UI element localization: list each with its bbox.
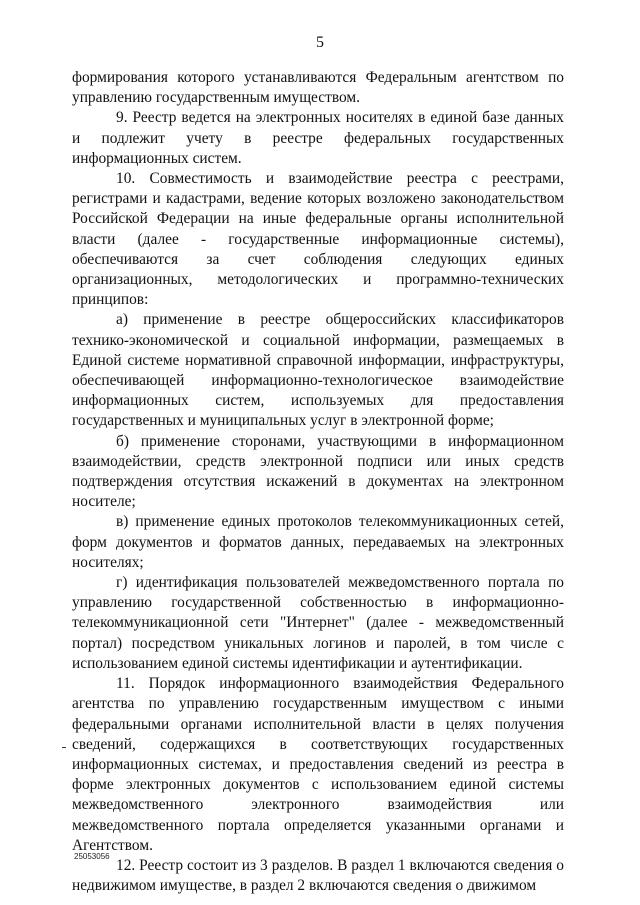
paragraph-10: 10. Совместимость и взаимодействие реестра с реестрами, регистрами и кадастрами, ведение которых возложено законодательством Российской Федерации на иные федеральные органы исполнительной власти (далее - государственные информационные системы), обеспечиваются за счет соблюдения следующих единых организационных, методологических и программно-технических принципов: — [72, 170, 564, 309]
paragraph-12: 12. Реестр состоит из 3 разделов. В раздел 1 включаются сведения о недвижимом имуществе, в раздел 2 включаются сведения о движимом — [72, 856, 564, 895]
document-code: 25053056 — [74, 852, 110, 861]
paragraph-10-g: г) идентификация пользователей межведомственного портала по управлению государственной собственностью в информационно-телекоммуникационной сети "Интернет" (далее - межведомственный портал) посредством уникальных логинов и паролей, в том числе с использованием единой системы идентификации и аутентификации. — [72, 574, 564, 672]
paragraph-11: 11. Порядок информационного взаимодействия Федерального агентства по управлению государственным имуществом с иными федеральными органами исполнительной власти в целях получения сведений, содержащихся в соответствующих государственных информационных системах, и предоставления сведений из реестра в форме электронных документов с использованием единой системы межведомственного электронного взаимодействия или межведомственного портала определяется указанными органами и Агентством. — [72, 675, 564, 854]
paragraph-continuation: формирования которого устанавливаются Федеральным агентством по управлению государственным имуществом. — [72, 69, 564, 107]
margin-mark — [62, 747, 66, 748]
paragraph-10-a: а) применение в реестре общероссийских классификаторов технико-экономической и социальной информации, размещаемых в Единой системе нормативной справочной информации, инфраструктуры, обеспечивающей информационно-технологическое взаимодействие информационных систем, используемых для предоставления государственных и муниципальных услуг в электронной форме; — [72, 311, 564, 430]
document-body — [72, 68, 564, 896]
paragraph-10-v: в) применение единых протоколов телекоммуникационных сетей, форм документов и форматов данных, передаваемых на электронных носителях; — [72, 513, 564, 571]
page-number: 5 — [316, 34, 324, 51]
paragraph-9: 9. Реестр ведется на электронных носителях в единой базе данных и подлежит учету в реестре федеральных государственных информационных систем. — [72, 109, 564, 167]
paragraph-10-b: б) применение сторонами, участвующими в информационном взаимодействии, средств электронной подписи или иных средств подтверждения отсутствия искажений в документах на электронном носителе; — [72, 432, 564, 511]
